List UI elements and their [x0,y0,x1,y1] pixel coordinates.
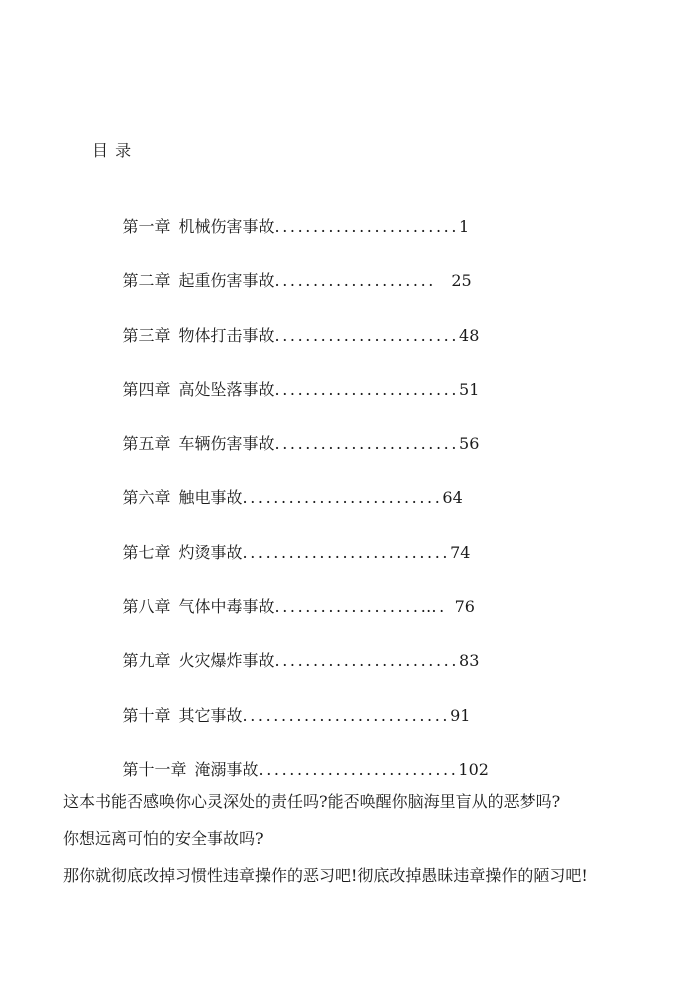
toc-dot-leader: ........................ [274,325,460,345]
toc-dot-leader: ........................... [242,542,451,562]
toc-dot-leader: .......................... [258,759,459,779]
toc-chapter-number: 第十章 [122,705,171,725]
toc-chapter-title: 物体打击事故 [178,325,275,345]
toc-page-number: 1 [459,217,470,236]
toc-entry [92,408,652,462]
toc-page-number: 74 [450,542,471,562]
toc-entry [92,734,652,788]
toc-title: 目 录 [92,141,133,160]
toc-chapter-number: 第二章 [122,271,171,291]
toc-page-number: 64 [442,488,463,508]
toc-dot-leader: ........................ [274,651,460,671]
toc-page-number: 83 [459,651,480,671]
body-line: 那你就彻底改掉习惯性违章操作的恶习吧!彻底改掉愚昧违章操作的陋习吧! [63,866,588,885]
toc-page-number: 25 [451,271,472,291]
toc-dot-leader: ...................…. [274,597,455,617]
toc-page-number: 76 [454,597,475,617]
toc-dot-leader: ........................ [274,434,460,454]
toc-dot-leader: ..................... [274,271,452,291]
toc-entry [92,300,652,354]
toc-entry [92,680,652,734]
table-of-contents [92,191,652,788]
body-line: 这本书能否感唤你心灵深处的责任吗?能否唤醒你脑海里盲从的恶梦吗? [63,792,561,811]
toc-dot-leader: ........................... [242,705,451,725]
toc-chapter-number: 第一章 [122,217,171,236]
toc-dot-leader: ........................ [274,379,460,399]
toc-chapter-title: 车辆伤害事故 [178,434,275,454]
toc-chapter-title: 灼烫事故 [178,542,243,562]
toc-page-number: 91 [450,705,471,725]
toc-dot-leader: ........................ [274,217,460,236]
toc-page-number: 48 [459,325,480,345]
toc-entry [92,462,652,516]
toc-chapter-title: 机械伤害事故 [178,217,275,236]
toc-entry [92,245,652,299]
body-paragraphs [63,790,683,901]
toc-chapter-title: 气体中毒事故 [178,597,275,617]
toc-chapter-number: 第七章 [122,542,171,562]
toc-entry [92,191,652,245]
toc-chapter-number: 第四章 [122,379,171,399]
toc-dot-leader: .......................... [242,488,443,508]
toc-entry [92,517,652,571]
toc-chapter-number: 第三章 [122,325,171,345]
toc-chapter-title: 起重伤害事故 [178,271,275,291]
body-line: 你想远离可怕的安全事故吗? [63,829,264,848]
toc-entry [92,354,652,408]
toc-entry [92,571,652,625]
toc-page-number: 102 [458,759,489,779]
toc-chapter-title: 高处坠落事故 [178,379,275,399]
toc-chapter-number: 第六章 [122,488,171,508]
toc-page-number: 51 [459,379,480,399]
toc-chapter-number: 第十一章 [122,759,187,779]
toc-chapter-number: 第八章 [122,597,171,617]
toc-chapter-title: 其它事故 [178,705,243,725]
toc-chapter-title: 触电事故 [178,488,243,508]
toc-chapter-title: 火灾爆炸事故 [178,651,275,671]
toc-page-number: 56 [459,434,480,454]
toc-chapter-title: 淹溺事故 [194,759,259,779]
toc-entry [92,625,652,679]
toc-chapter-number: 第五章 [122,434,171,454]
toc-chapter-number: 第九章 [122,651,171,671]
